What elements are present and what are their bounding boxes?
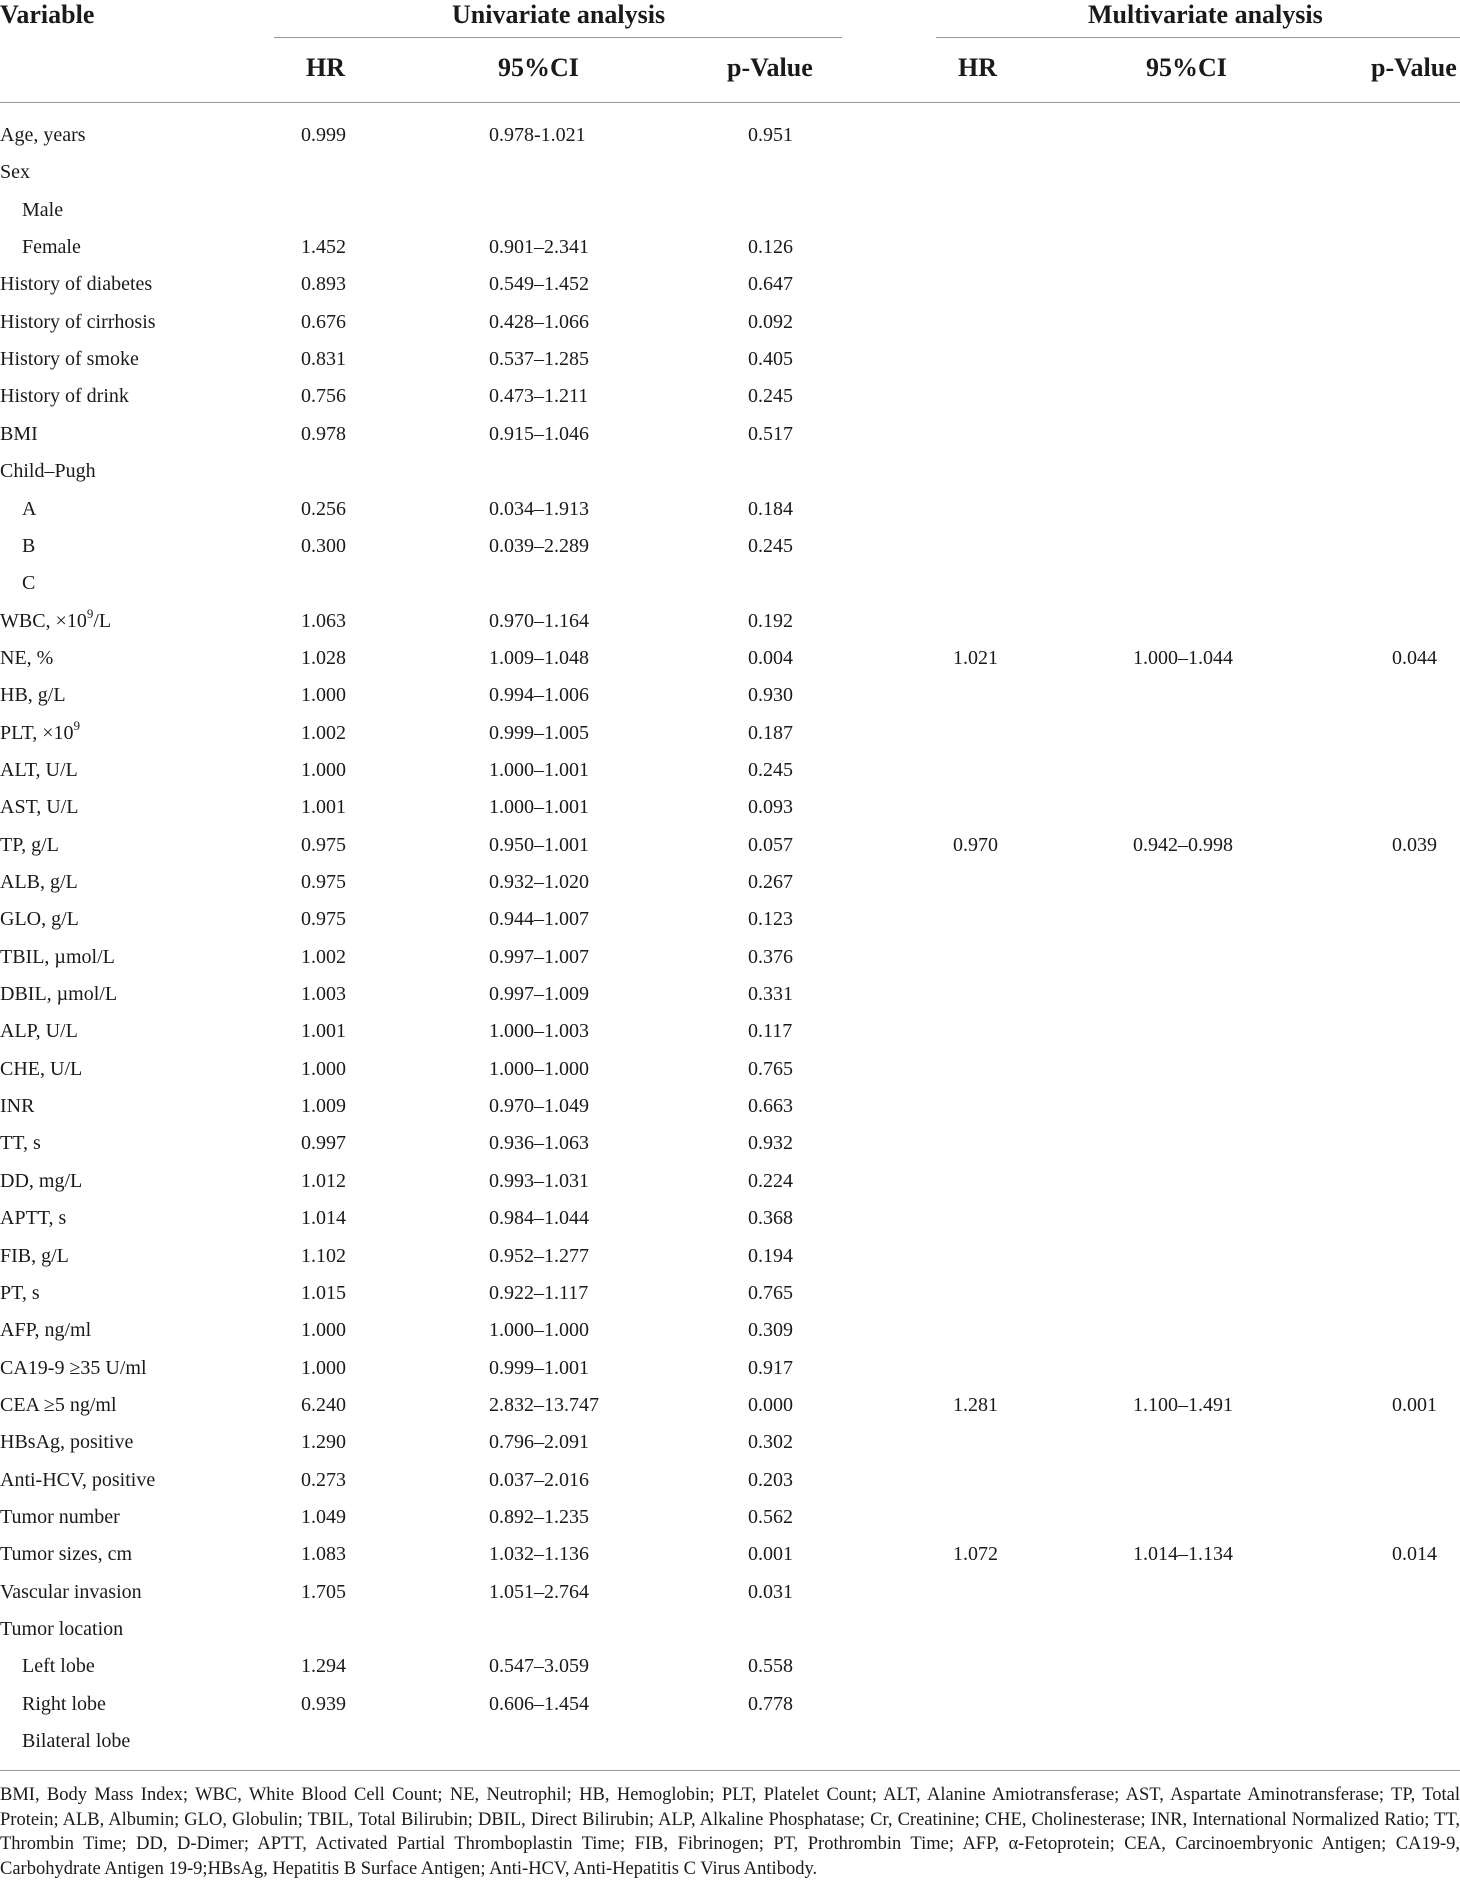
cell-uni-ci: 0.936–1.063 [489, 1132, 589, 1155]
cell-uni-p: 0.951 [748, 124, 793, 146]
cell-uni-hr: 1.083 [301, 1543, 346, 1566]
cell-variable [0, 1019, 78, 1043]
cell-uni-hr: 1.012 [301, 1169, 346, 1192]
variable-text: History of cirrhosis [0, 310, 156, 333]
table-row [0, 1019, 1460, 1056]
cell-uni-p: 0.765 [748, 1281, 793, 1304]
variable-text: ALB, g/L [0, 871, 78, 893]
cell-uni-hr: 0.300 [301, 534, 346, 557]
cell-uni-hr: 0.893 [301, 273, 346, 296]
cell-multi-p: 0.044 [1392, 646, 1437, 669]
cell-uni-hr: 0.756 [301, 385, 346, 408]
cell-uni-ci: 2.832–13.747 [489, 1393, 599, 1416]
variable-text: Sex [0, 161, 30, 184]
table-row [0, 758, 1460, 795]
table-row [0, 1468, 1460, 1505]
cell-uni-hr: 1.002 [301, 721, 346, 744]
table-row [0, 1318, 1460, 1355]
variable-text: History of drink [0, 385, 129, 408]
cell-variable [0, 1206, 66, 1230]
cell-uni-hr: 1.000 [301, 1057, 346, 1080]
cell-variable [0, 870, 78, 894]
table-row [0, 1057, 1460, 1094]
table-row [0, 534, 1460, 571]
variable-superscript: 9 [73, 717, 81, 733]
variable-text: CHE, U/L [0, 1057, 83, 1080]
cell-uni-hr: 1.028 [301, 646, 346, 669]
cell-uni-hr: 1.009 [301, 1095, 346, 1118]
cell-uni-ci: 0.997–1.009 [489, 983, 589, 1006]
variable-text: APTT, s [0, 1207, 67, 1230]
cell-uni-ci: 0.034–1.913 [489, 497, 589, 520]
variable-text: History of diabetes [0, 273, 153, 296]
cell-uni-ci: 0.796–2.091 [489, 1431, 589, 1454]
cell-uni-ci: 1.000–1.001 [489, 796, 589, 819]
cell-variable [22, 235, 81, 259]
variable-text: Anti-HCV, positive [0, 1468, 156, 1491]
cell-multi-hr: 0.970 [953, 833, 998, 856]
variable-text: TT, s [0, 1132, 41, 1155]
cell-uni-p: 0.932 [748, 1132, 793, 1155]
variable-text: Bilateral lobe [22, 1730, 131, 1753]
variable-text: CA19-9 ≥35 U/ml [0, 1356, 147, 1379]
table-row [0, 1244, 1460, 1281]
cell-uni-hr: 1.002 [301, 945, 346, 968]
variable-text: AST, U/L [0, 796, 79, 819]
cell-uni-hr: 0.975 [301, 871, 346, 893]
cell-uni-p: 0.368 [748, 1207, 793, 1230]
cell-uni-hr: 0.999 [301, 124, 346, 146]
cell-uni-p: 0.558 [748, 1655, 793, 1678]
variable-text: WBC, ×10 [0, 609, 87, 632]
cell-uni-p: 0.187 [748, 721, 793, 744]
table-row [0, 497, 1460, 534]
cell-uni-hr: 1.000 [301, 1319, 346, 1342]
cell-variable [22, 497, 36, 521]
cell-uni-ci: 1.032–1.136 [489, 1543, 589, 1566]
cell-uni-ci: 0.944–1.007 [489, 908, 589, 931]
cell-variable [0, 945, 115, 969]
cell-uni-p: 0.765 [748, 1057, 793, 1080]
multivariate-rule [936, 37, 1460, 38]
cell-uni-hr: 0.997 [301, 1132, 346, 1155]
table-row [0, 1356, 1460, 1393]
variable-text: GLO, g/L [0, 908, 79, 931]
cell-variable [0, 1393, 117, 1417]
cell-variable [22, 198, 63, 222]
cell-uni-hr: 0.256 [301, 497, 346, 520]
cell-uni-ci: 0.997–1.007 [489, 945, 589, 968]
cell-uni-ci: 0.901–2.341 [489, 236, 589, 259]
table-row [0, 1393, 1460, 1430]
variable-suffix: /L [93, 609, 112, 632]
variable-text: TP, g/L [0, 833, 59, 856]
cell-variable [0, 1244, 69, 1268]
variable-text: NE, % [0, 646, 54, 669]
variable-text: Right lobe [22, 1692, 106, 1715]
variable-text: ALT, U/L [0, 758, 78, 781]
cell-variable [0, 833, 59, 857]
cell-uni-hr: 1.452 [301, 236, 346, 259]
table-row [0, 1654, 1460, 1691]
table-row [0, 717, 1460, 758]
variable-text: FIB, g/L [0, 1244, 69, 1267]
cell-uni-hr: 1.000 [301, 684, 346, 707]
cell-uni-hr: 1.049 [301, 1505, 346, 1528]
table-row [0, 945, 1460, 982]
cell-uni-ci: 0.428–1.066 [489, 310, 589, 333]
cell-variable [0, 123, 86, 147]
cell-variable [0, 646, 53, 670]
header-multi-ci: 95%CI [1146, 53, 1227, 82]
table-row [0, 272, 1460, 309]
variable-text: HB, g/L [0, 684, 66, 707]
variable-superscript: 9 [86, 605, 94, 621]
cell-variable [0, 384, 129, 408]
cell-uni-ci: 0.970–1.049 [489, 1095, 589, 1118]
table-row [0, 870, 1460, 907]
cell-variable [0, 795, 79, 819]
cell-uni-hr: 0.975 [301, 908, 346, 931]
table-row [0, 123, 1460, 160]
variable-text: AFP, ng/ml [0, 1319, 92, 1342]
header-bottom-rule [0, 102, 1460, 103]
cell-variable [0, 683, 66, 707]
cell-uni-p: 0.000 [748, 1393, 793, 1416]
table-row [0, 1542, 1460, 1579]
cell-uni-hr: 1.063 [301, 609, 346, 632]
table-row [0, 1131, 1460, 1168]
cell-uni-ci: 0.547–3.059 [489, 1655, 589, 1678]
cell-uni-ci: 1.051–2.764 [489, 1580, 589, 1603]
variable-text: DD, mg/L [0, 1169, 83, 1192]
cell-uni-hr: 1.290 [301, 1431, 346, 1454]
variable-text: BMI [0, 422, 38, 445]
table-row [0, 1692, 1460, 1729]
table-row [0, 795, 1460, 832]
cell-uni-p: 0.031 [748, 1580, 793, 1603]
cell-uni-ci: 1.000–1.000 [489, 1057, 589, 1080]
cell-uni-p: 0.194 [748, 1244, 793, 1267]
cell-uni-p: 0.004 [748, 646, 793, 669]
cell-uni-p: 0.245 [748, 534, 793, 557]
cell-uni-p: 0.405 [748, 348, 793, 371]
table-row [0, 235, 1460, 272]
variable-text: Tumor number [0, 1505, 120, 1528]
cell-uni-p: 0.647 [748, 273, 793, 296]
cell-uni-p: 0.930 [748, 684, 793, 707]
cell-uni-ci: 0.984–1.044 [489, 1207, 589, 1230]
table-row [0, 1430, 1460, 1467]
cell-multi-p: 0.039 [1392, 833, 1437, 856]
cell-uni-hr: 1.705 [301, 1580, 346, 1603]
cell-variable [0, 1131, 41, 1155]
cell-uni-ci: 0.915–1.046 [489, 422, 589, 445]
cell-uni-p: 0.057 [748, 833, 793, 856]
cell-uni-ci: 1.000–1.000 [489, 1319, 589, 1342]
cell-variable [22, 1729, 130, 1753]
cell-uni-hr: 0.273 [301, 1468, 346, 1491]
cell-uni-p: 0.331 [748, 983, 793, 1006]
cell-uni-ci: 0.606–1.454 [489, 1692, 589, 1715]
table-row [0, 160, 1460, 197]
cell-uni-hr: 0.676 [301, 310, 346, 333]
variable-text: Tumor location [0, 1618, 124, 1640]
table-row [0, 683, 1460, 720]
cell-variable [0, 422, 38, 446]
variable-text: C [22, 572, 36, 595]
header-univariate: Univariate analysis [452, 0, 666, 29]
cell-uni-ci: 0.549–1.452 [489, 273, 589, 296]
cell-uni-hr: 0.975 [301, 833, 346, 856]
univariate-rule [274, 37, 842, 38]
cell-variable [22, 1654, 95, 1678]
header-multivariate: Multivariate analysis [1088, 0, 1323, 29]
cell-uni-ci: 0.999–1.001 [489, 1356, 589, 1379]
cell-multi-ci: 0.942–0.998 [1133, 833, 1233, 856]
cell-uni-ci: 1.009–1.048 [489, 646, 589, 669]
cell-uni-hr: 1.000 [301, 758, 346, 781]
cell-uni-hr: 0.831 [301, 348, 346, 371]
cell-variable [0, 758, 78, 782]
cell-variable [0, 347, 139, 371]
cell-uni-p: 0.663 [748, 1095, 793, 1118]
cell-variable [0, 982, 117, 1006]
variable-text: ALP, U/L [0, 1020, 78, 1043]
cell-variable [0, 1057, 82, 1081]
cell-variable [0, 310, 156, 334]
cell-variable [22, 571, 35, 595]
variable-text: PT, s [0, 1281, 40, 1304]
cell-uni-p: 0.309 [748, 1319, 793, 1342]
cell-uni-p: 0.117 [748, 1020, 793, 1043]
table-row [0, 384, 1460, 421]
table-row [0, 1505, 1460, 1542]
variable-text: Age, years [0, 124, 86, 146]
table-row [0, 1281, 1460, 1318]
cell-variable [0, 1356, 147, 1380]
variable-text: Left lobe [22, 1655, 95, 1678]
cell-uni-p: 0.126 [748, 236, 793, 259]
cell-uni-p: 0.123 [748, 908, 793, 931]
cell-uni-ci: 0.994–1.006 [489, 684, 589, 707]
cell-uni-p: 0.224 [748, 1169, 793, 1192]
cell-variable [0, 160, 30, 184]
cell-variable [0, 1281, 40, 1305]
cell-uni-ci: 0.970–1.164 [489, 609, 589, 632]
variable-text: Vascular invasion [0, 1580, 142, 1603]
cell-variable [22, 534, 35, 558]
cell-uni-p: 0.376 [748, 945, 793, 968]
variable-text: Female [22, 236, 81, 259]
variable-text: PLT, ×10 [0, 721, 74, 744]
cell-uni-p: 0.093 [748, 796, 793, 819]
variable-text: B [22, 534, 36, 557]
table-row [0, 1580, 1460, 1617]
cell-variable [0, 1468, 155, 1492]
cell-uni-p: 0.562 [748, 1505, 793, 1528]
cell-uni-ci: 0.993–1.031 [489, 1169, 589, 1192]
variable-text: CEA ≥5 ng/ml [0, 1393, 117, 1416]
cell-multi-ci: 1.014–1.134 [1133, 1543, 1233, 1566]
cell-uni-ci: 1.000–1.001 [489, 758, 589, 781]
table-row [0, 833, 1460, 870]
cell-multi-p: 0.001 [1392, 1393, 1437, 1416]
variable-text: Child–Pugh [0, 460, 96, 483]
table-row [0, 1094, 1460, 1131]
cell-uni-hr: 1.015 [301, 1281, 346, 1304]
cell-variable [0, 1318, 91, 1342]
cell-uni-hr: 1.001 [301, 1020, 346, 1043]
cell-uni-hr: 0.939 [301, 1692, 346, 1715]
table-row [0, 907, 1460, 944]
cell-uni-hr: 1.102 [301, 1244, 346, 1267]
header-multi-hr: HR [958, 53, 997, 82]
cell-variable [0, 1094, 34, 1118]
cell-uni-p: 0.302 [748, 1431, 793, 1454]
table-row [0, 1617, 1460, 1654]
cell-uni-ci: 0.932–1.020 [489, 871, 589, 893]
cell-multi-hr: 1.281 [953, 1393, 998, 1416]
table-row [0, 459, 1460, 496]
cell-uni-hr: 1.001 [301, 796, 346, 819]
table-row [0, 347, 1460, 384]
cell-uni-p: 0.267 [748, 871, 793, 893]
cell-variable [0, 907, 79, 931]
table-footnote: BMI, Body Mass Index; WBC, White Blood Cell Count; NE, Neutrophil; HB, Hemoglobin; PLT, Platelet Count; ALT, Alanine Amiotransferase; AST, Aspartate Aminotransferase; TP, Total Protein; ALB, Albumin; GLO, Globulin; TBIL, Total Bilirubin; DBIL, Direct Bilirubin; ALP, Alkaline Phosphatase; Cr, Creatinine; CHE, Cholinesterase; INR, International Normalized Ratio; TT, Thrombin Time; DD, D-Dimer; APTT, Activated Partial Thromboplastin Time; FIB, Fibrinogen; PT, Prothrombin Time; AFP, α-Fetoprotein; CEA, Carcinoembryonic Antigen; CA19-9, Carbohydrate Antigen 19-9;HBsAg, Hepatitis B Surface Antigen; Anti-HCV, Anti-Hepatitis C Virus Antibody. [0, 1785, 1460, 1879]
cell-uni-p: 0.092 [748, 310, 793, 333]
table-row [0, 982, 1460, 1019]
table-row [0, 571, 1460, 608]
cell-uni-ci: 0.473–1.211 [489, 385, 589, 408]
cell-multi-ci: 1.100–1.491 [1133, 1393, 1233, 1416]
header-multi-p: p-Value [1371, 53, 1457, 82]
cell-variable [0, 459, 96, 483]
cell-uni-ci: 0.999–1.005 [489, 721, 589, 744]
cell-uni-ci: 0.950–1.001 [489, 833, 589, 856]
cell-uni-ci: 1.000–1.003 [489, 1020, 589, 1043]
cell-uni-p: 0.917 [748, 1356, 793, 1379]
variable-text: Male [22, 198, 64, 221]
table-bottom-rule [0, 1770, 1460, 1771]
cell-uni-ci: 0.922–1.117 [489, 1281, 589, 1304]
cell-uni-ci: 0.978-1.021 [489, 124, 586, 146]
table-row [0, 1729, 1460, 1766]
cell-uni-hr: 1.003 [301, 983, 346, 1006]
table-row [0, 1206, 1460, 1243]
cell-variable [0, 1542, 132, 1566]
cell-uni-p: 0.184 [748, 497, 793, 520]
cell-uni-ci: 0.537–1.285 [489, 348, 589, 371]
cell-uni-hr: 1.014 [301, 1207, 346, 1230]
table-row [0, 646, 1460, 683]
cell-uni-p: 0.203 [748, 1468, 793, 1491]
variable-text: History of smoke [0, 348, 139, 371]
cell-uni-hr: 6.240 [301, 1393, 346, 1416]
table-row [0, 422, 1460, 459]
cell-multi-hr: 1.072 [953, 1543, 998, 1566]
cell-variable [0, 605, 112, 633]
table-row [0, 1169, 1460, 1206]
variable-text: A [22, 497, 37, 520]
table-row [0, 198, 1460, 235]
header-uni-p: p-Value [727, 53, 813, 82]
variable-text: DBIL, µmol/L [0, 983, 118, 1006]
cell-multi-p: 0.014 [1392, 1543, 1437, 1566]
cell-uni-ci: 0.039–2.289 [489, 534, 589, 557]
variable-text: HBsAg, positive [0, 1431, 134, 1454]
cell-variable [0, 1617, 123, 1641]
cell-uni-hr: 1.000 [301, 1356, 346, 1379]
cell-multi-ci: 1.000–1.044 [1133, 646, 1233, 669]
header-uni-ci: 95%CI [498, 53, 579, 82]
header-uni-hr: HR [306, 53, 345, 82]
cell-uni-hr: 1.294 [301, 1655, 346, 1678]
table-row [0, 310, 1460, 347]
variable-text: TBIL, µmol/L [0, 945, 115, 968]
cell-variable [0, 272, 152, 296]
table-row [0, 605, 1460, 646]
cell-uni-p: 0.517 [748, 422, 793, 445]
variable-text: Tumor sizes, cm [0, 1543, 133, 1566]
cell-variable [0, 1169, 82, 1193]
cell-variable [0, 1430, 133, 1454]
cell-uni-p: 0.001 [748, 1543, 793, 1566]
cell-multi-hr: 1.021 [953, 646, 998, 669]
cell-variable [22, 1692, 106, 1716]
cell-uni-p: 0.245 [748, 385, 793, 408]
cell-variable [0, 1580, 142, 1604]
cell-variable [0, 1505, 120, 1529]
header-variable: Variable [0, 0, 95, 29]
variable-text: INR [0, 1095, 35, 1118]
cell-uni-p: 0.245 [748, 758, 793, 781]
cell-variable [0, 717, 81, 745]
cell-uni-ci: 0.892–1.235 [489, 1505, 589, 1528]
cell-uni-p: 0.192 [748, 609, 793, 632]
cell-uni-ci: 0.952–1.277 [489, 1244, 589, 1267]
cell-uni-ci: 0.037–2.016 [489, 1468, 589, 1491]
cell-uni-p: 0.778 [748, 1692, 793, 1715]
cell-uni-hr: 0.978 [301, 422, 346, 445]
